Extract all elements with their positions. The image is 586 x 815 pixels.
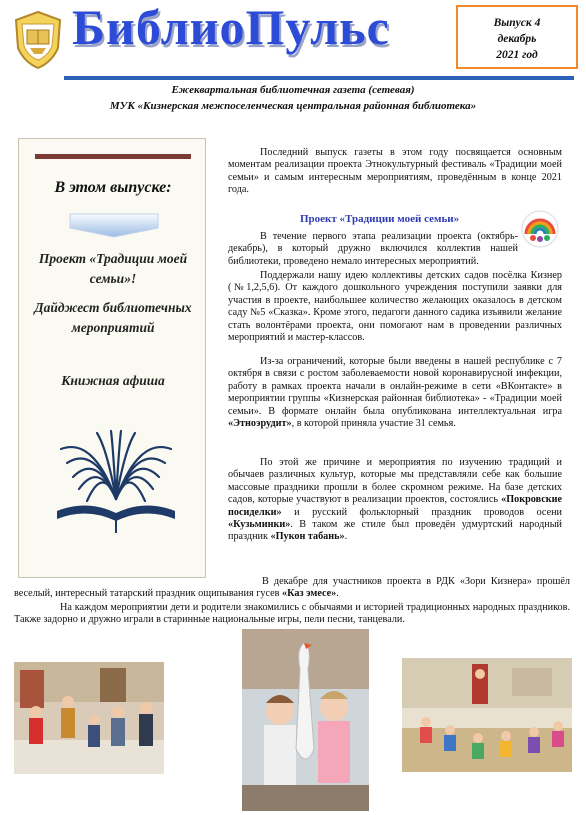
issue-year: 2021 год <box>496 49 538 61</box>
issue-number: Выпуск 4 <box>493 17 541 29</box>
photo-children-kindergarten-game <box>14 662 164 774</box>
header-divider <box>64 76 574 80</box>
open-book-icon <box>53 429 179 539</box>
sidebar-item-project: Проект «Традиции моей семьи»! <box>38 251 188 286</box>
sidebar-item-book-poster: Книжная афиша <box>61 373 165 388</box>
sidebar-title: В этом выпуске: <box>54 179 172 196</box>
project-rainbow-emblem-icon <box>520 210 560 248</box>
paragraph-summary: На каждом мероприятии дети и родители знакомились с обычаями и историей традиционных народных праздников. Также задорно и дружно играли в старинные национальные игры, пели песни, танцевали. <box>14 602 570 626</box>
paragraph-online: Из-за ограничений, которые были введены в нашей республике с 7 октября в связи с ростом заболеваемости новой коронавирусной инфекции, работу в рамках проекта начали в онлайн-режиме в сети «ВКонтакте» в мероприятии группы «Кизнерская районная библиотека» - «Традиции моей семьи». В формате онлайн была опубликована интеллектуальная игра «Этноэрудит», в которой приняла участие 31 семья. <box>228 356 562 430</box>
newspaper-title: БиблиоПульс <box>72 0 390 55</box>
publisher-line: МУК «Кизнерская межпоселенческая центральная районная библиотека» <box>109 100 477 112</box>
sidebar-item-digest: Дайджест библиотечных мероприятий <box>34 300 192 335</box>
in-this-issue-sidebar <box>18 138 206 578</box>
issue-info-box <box>456 5 578 69</box>
sidebar-top-bar <box>35 154 191 159</box>
paragraph-kindergartens: Поддержали нашу идею коллективы детских садов посёлка Кизнер (№1,2,5,6). От каждого дошкольного учреждения поступили заявки для участия в проекте, наибольшее количество желающих оказалось в детском саду №5 «Сказка». Кроме этого, педагоги данного садика изъявили желание стать волонтёрами проекта, они помогают нам в проведении различных мероприятий и мастер-классов. <box>228 270 562 344</box>
paragraph-tatar-holiday: В декабре для участников проекта в РДК «Зори Кизнера» прошёл веселый, интересный татарский праздник ощипывания гусев «Каз эмесе». <box>14 576 570 600</box>
library-emblem-logo <box>12 10 64 70</box>
photo-children-sitting-in-hall <box>402 658 572 772</box>
decorative-banner-icon <box>68 212 160 238</box>
paragraph-holidays: По этой же причине и мероприятия по изучению традиций и обычаев различных культур, которые мы представляли себе как большие массовые праздники прошли в более скромном режиме. На базе детских садов, которые участвуют в реализации проектов, состоялись «Покровские посиделки» и русский фольклорный праздник проводов осени «Кузьминки». В таком же стиле был проведён удмуртский народный праздник «Пукон табань». <box>228 457 562 543</box>
section-heading: Проект «Традиции моей семьи» <box>300 213 460 225</box>
photo-children-with-goose <box>242 629 369 811</box>
issue-month: декабрь <box>497 33 537 45</box>
intro-paragraph: Последний выпуск газеты в этом году посвящается основным моментам реализации проекта Этнокультурный фестиваль «Традиции моей семьи» и самым интересным мероприятиям, проведённым в конце 2021 года. <box>228 147 562 196</box>
newspaper-subtitle: Ежеквартальная библиотечная газета (сетевая) <box>171 84 415 96</box>
paragraph-first-stage: В течение первого этапа реализации проекта (октябрь-декабрь), в который дружно включился коллектив нашей библиотеки, проведено немало интересных мероприятий. <box>228 231 518 267</box>
